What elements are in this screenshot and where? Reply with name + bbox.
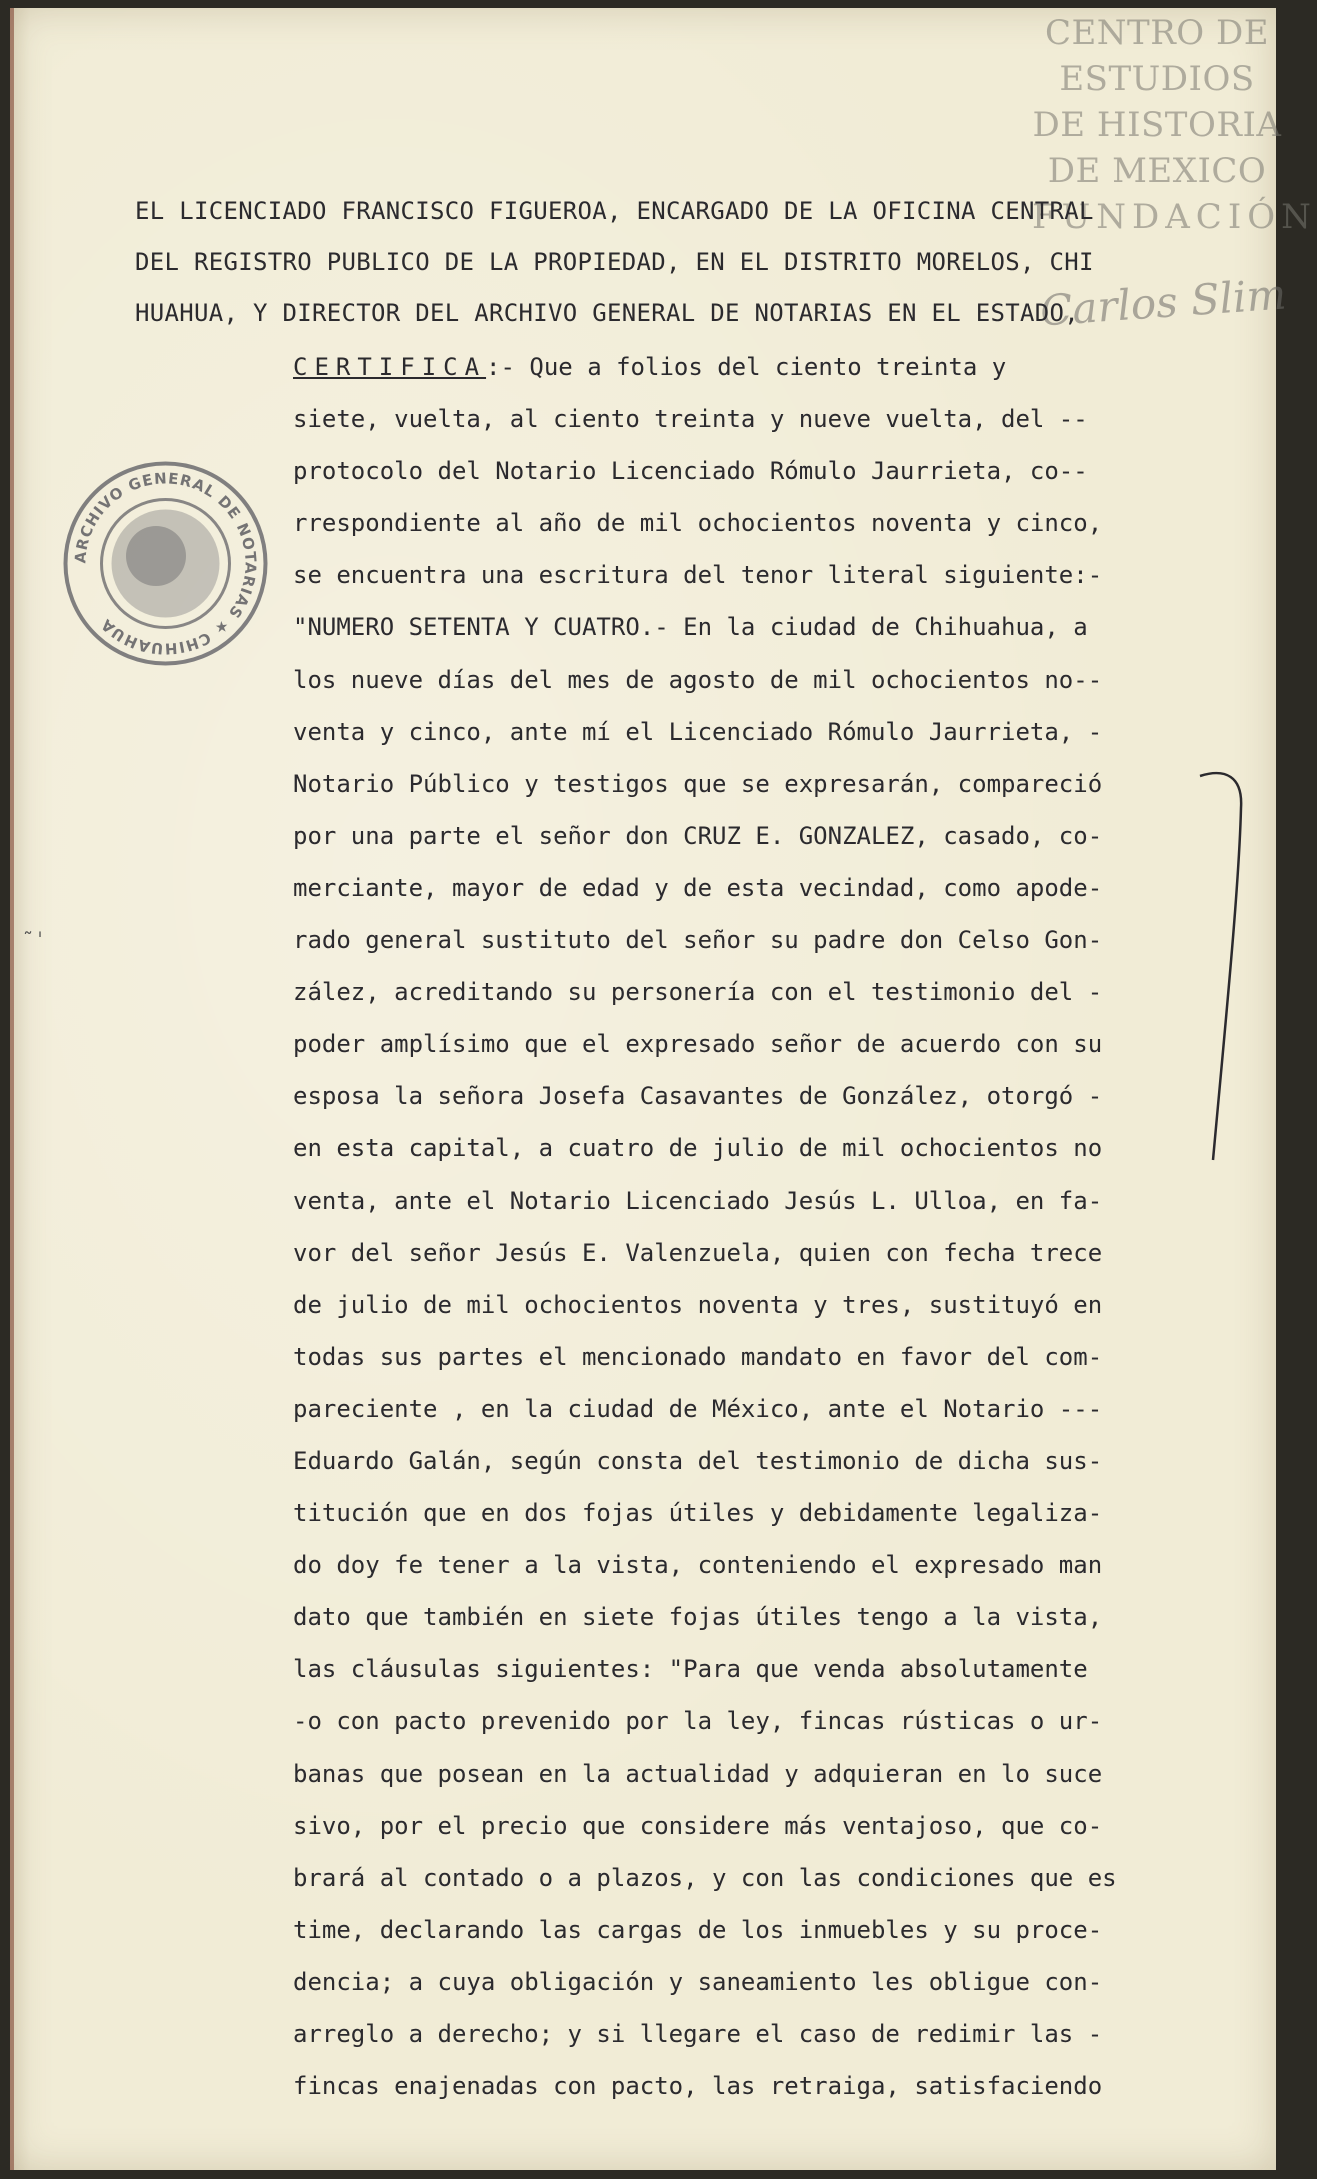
seal-text: ARCHIVO GENERAL DE NOTARIAS ★ CHIHUAHUA bbox=[71, 469, 260, 658]
body-line: Eduardo Galán, según consta del testimonio de dicha sus- bbox=[293, 1446, 1103, 1475]
document-header bbox=[135, 186, 1195, 339]
body-line: poder amplísimo que el expresado señor de acuerdo con su bbox=[293, 1030, 1103, 1059]
document-page bbox=[10, 8, 1317, 2170]
header-line: DEL REGISTRO PUBLICO DE LA PROPIEDAD, EN EL DISTRITO MORELOS, CHI bbox=[135, 248, 1094, 276]
body-line: esposa la señora Josefa Casavantes de González, otorgó - bbox=[293, 1082, 1103, 1111]
header-line: HUAHUA, Y DIRECTOR DEL ARCHIVO GENERAL DE NOTARIAS EN EL ESTADO, bbox=[135, 299, 1079, 327]
body-line: arreglo a derecho; y si llegare el caso de redimir las - bbox=[293, 2020, 1103, 2048]
body-line: rrespondiente al año de mil ochocientos noventa y cinco, bbox=[293, 509, 1103, 538]
watermark-line: CENTRO DE bbox=[1044, 13, 1270, 53]
body-line: "NUMERO SETENTA Y CUATRO.- En la ciudad de Chihuahua, a bbox=[293, 613, 1088, 642]
body-line: banas que posean en la actualidad y adquieran en lo suce bbox=[293, 1759, 1103, 1788]
watermark-line: DE MEXICO bbox=[1047, 151, 1267, 191]
certifica-label: CERTIFICA bbox=[293, 353, 487, 381]
body-line: rado general sustituto del señor su padre don Celso Gon- bbox=[293, 926, 1103, 955]
body-line: venta, ante el Notario Licenciado Jesús L. Ulloa, en fa- bbox=[293, 1186, 1103, 1215]
watermark-line: DE HISTORIA bbox=[1032, 105, 1282, 145]
body-line: fincas enajenadas con pacto, las retraiga, satisfaciendo bbox=[293, 2072, 1103, 2101]
body-line: siete, vuelta, al ciento treinta y nueve vuelta, del -- bbox=[293, 405, 1088, 434]
watermark-line: FUNDACIÓN bbox=[1032, 197, 1317, 237]
body-line: los nueve días del mes de agosto de mil ochocientos no-- bbox=[293, 665, 1103, 694]
body-line: Notario Público y testigos que se expresarán, compareció bbox=[293, 769, 1103, 798]
body-line: merciante, mayor de edad y de esta vecindad, como apode- bbox=[293, 873, 1103, 902]
body-line: do doy fe tener a la vista, conteniendo el expresado man bbox=[293, 1551, 1103, 1580]
body-line: vor del señor Jesús E. Valenzuela, quien con fecha trece bbox=[293, 1238, 1103, 1267]
body-line: todas sus partes el mencionado mandato en favor del com- bbox=[293, 1342, 1103, 1371]
margin-bracket-mark bbox=[1195, 768, 1255, 1168]
body-line: titución que en dos fojas útiles y debidamente legaliza- bbox=[293, 1499, 1103, 1528]
body-line: dencia; a cuya obligación y saneamiento les obligue con- bbox=[293, 1967, 1103, 1996]
body-line: por una parte el señor don CRUZ E. GONZALEZ, casado, co- bbox=[293, 821, 1103, 850]
certifica-line bbox=[293, 341, 1203, 393]
body-line: protocolo del Notario Licenciado Rómulo Jaurrieta, co-- bbox=[293, 457, 1088, 486]
signature: Carlos Slim bbox=[1038, 269, 1288, 336]
header-line: EL LICENCIADO FRANCISCO FIGUEROA, ENCARGADO DE LA OFICINA CENTRAL bbox=[135, 197, 1094, 225]
body-line: venta y cinco, ante mí el Licenciado Rómulo Jaurrieta, - bbox=[293, 717, 1103, 746]
certifica-text: :- Que a folios del ciento treinta y bbox=[486, 353, 1007, 381]
body-line: sivo, por el precio que considere más ventajoso, que co- bbox=[293, 1811, 1103, 1840]
body-line: time, declarando las cargas de los inmuebles y su proce- bbox=[293, 1915, 1103, 1944]
body-line: dato que también en siete fojas útiles tengo a la vista, bbox=[293, 1603, 1103, 1632]
body-line: se encuentra una escritura del tenor literal siguiente:- bbox=[293, 561, 1103, 590]
notary-seal-icon bbox=[58, 456, 273, 671]
body-line: zález, acreditando su personería con el testimonio del - bbox=[293, 978, 1103, 1007]
body-line: brará al contado o a plazos, y con las condiciones que es bbox=[293, 1863, 1117, 1892]
body-line: pareciente , en la ciudad de México, ante el Notario --- bbox=[293, 1394, 1103, 1423]
watermark-line: ESTUDIOS bbox=[1059, 59, 1255, 99]
body-line: de julio de mil ochocientos noventa y tres, sustituyó en bbox=[293, 1290, 1103, 1319]
body-line: -o con pacto prevenido por la ley, fincas rústicas o ur- bbox=[293, 1707, 1103, 1736]
body-line: las cláusulas siguientes: "Para que venda absolutamente bbox=[293, 1655, 1088, 1684]
page-edge bbox=[10, 8, 14, 2170]
body-line: en esta capital, a cuatro de julio de mil ochocientos no bbox=[293, 1134, 1103, 1163]
document-body bbox=[293, 341, 1203, 2112]
margin-mark: ˜ˈ bbox=[22, 928, 47, 952]
